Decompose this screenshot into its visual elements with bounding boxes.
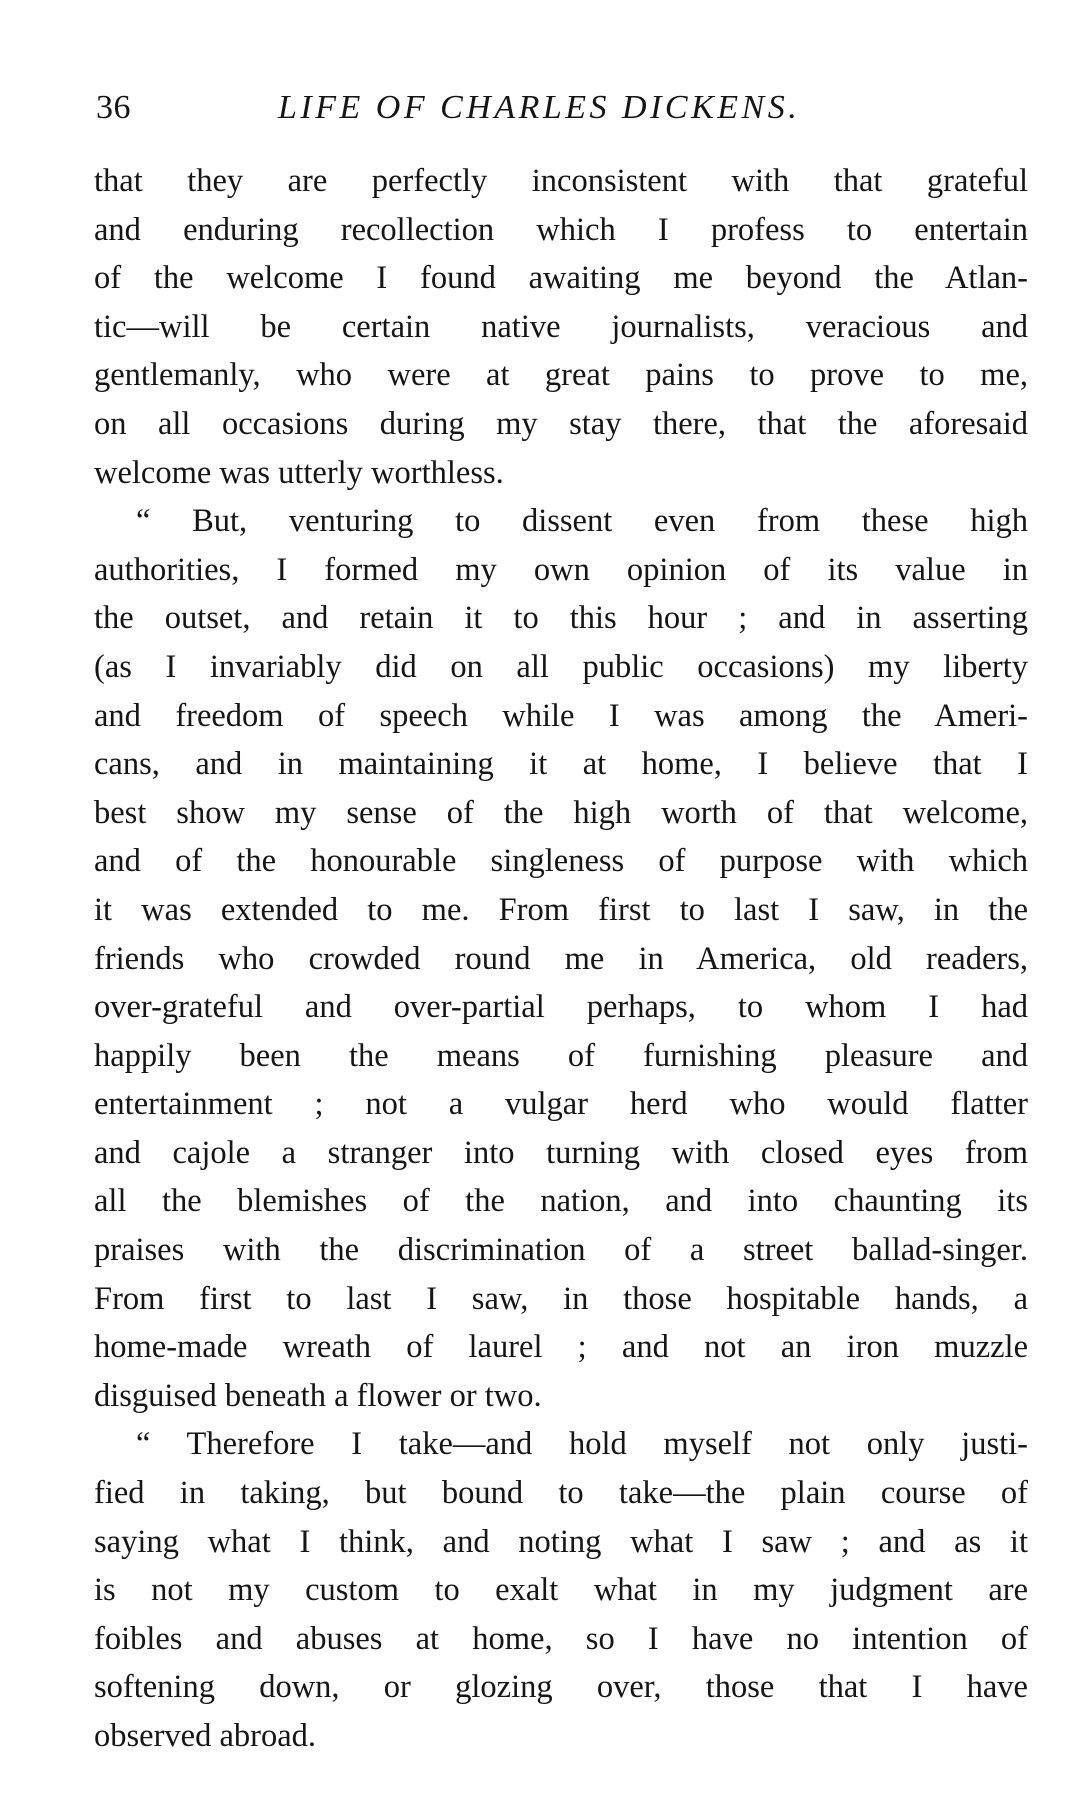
text-line: authorities, I formed my own opinion of its value in <box>94 551 1028 588</box>
text-line: the outset, and retain it to this hour ; and in asserting <box>94 600 1028 637</box>
text-line: welcome was utterly worthless. <box>94 454 504 491</box>
text-line: happily been the means of furnishing pleasure and <box>94 1037 1028 1074</box>
text-line: cans, and in maintaining it at home, I believe that I <box>94 746 1028 783</box>
text-line: on all occasions during my stay there, that the aforesaid <box>94 405 1028 442</box>
text-line: and of the honourable singleness of purpose with which <box>94 843 1028 880</box>
text-line: foibles and abuses at home, so I have no intention of <box>94 1620 1028 1657</box>
text-line: observed abroad. <box>94 1718 316 1754</box>
page-header <box>96 82 1026 134</box>
text-line: saying what I think, and noting what I saw ; and as it <box>94 1523 1028 1560</box>
text-line: gentlemanly, who were at great pains to prove to me, <box>94 357 1028 394</box>
text-line: entertainment ; not a vulgar herd who would flatter <box>94 1086 1028 1123</box>
text-line: friends who crowded round me in America, old readers, <box>94 940 1028 977</box>
text-line: praises with the discrimination of a street ballad-singer. <box>94 1232 1028 1269</box>
text-line: disguised beneath a flower or two. <box>94 1377 542 1414</box>
text-line: and freedom of speech while I was among the Ameri- <box>94 697 1028 734</box>
text-line: From first to last I saw, in those hospitable hands, a <box>94 1280 1028 1317</box>
text-line: that they are perfectly inconsistent with that grateful <box>94 163 1028 199</box>
text-line: home-made wreath of laurel ; and not an iron muzzle <box>94 1329 1028 1366</box>
text-line: and cajole a stranger into turning with closed eyes from <box>94 1134 1028 1171</box>
text-line: tic—will be certain native journalists, veracious and <box>94 308 1028 345</box>
text-line: “ But, venturing to dissent even from these high <box>136 503 1028 540</box>
text-line: is not my custom to exalt what in my judgment are <box>94 1572 1028 1609</box>
text-line: over-grateful and over-partial perhaps, to whom I had <box>94 989 1028 1026</box>
text-line: best show my sense of the high worth of that welcome, <box>94 794 1028 831</box>
text-line: “ Therefore I take—and hold myself not only justi- <box>136 1426 1028 1463</box>
text-line: it was extended to me. From first to last I saw, in the <box>94 891 1028 928</box>
text-line: softening down, or glozing over, those that I have <box>94 1669 1028 1706</box>
text-line: and enduring recollection which I profess to entertain <box>94 211 1028 248</box>
page-number: 36 <box>96 89 131 126</box>
text-line: of the welcome I found awaiting me beyond the Atlan- <box>94 260 1028 297</box>
text-line: (as I invariably did on all public occasions) my liberty <box>94 648 1028 685</box>
body-text <box>94 157 1028 1761</box>
text-line: fied in taking, but bound to take—the plain course of <box>94 1475 1028 1512</box>
running-head: LIFE OF CHARLES DICKENS. <box>278 89 801 126</box>
text-line: all the blemishes of the nation, and into chaunting its <box>94 1183 1028 1220</box>
